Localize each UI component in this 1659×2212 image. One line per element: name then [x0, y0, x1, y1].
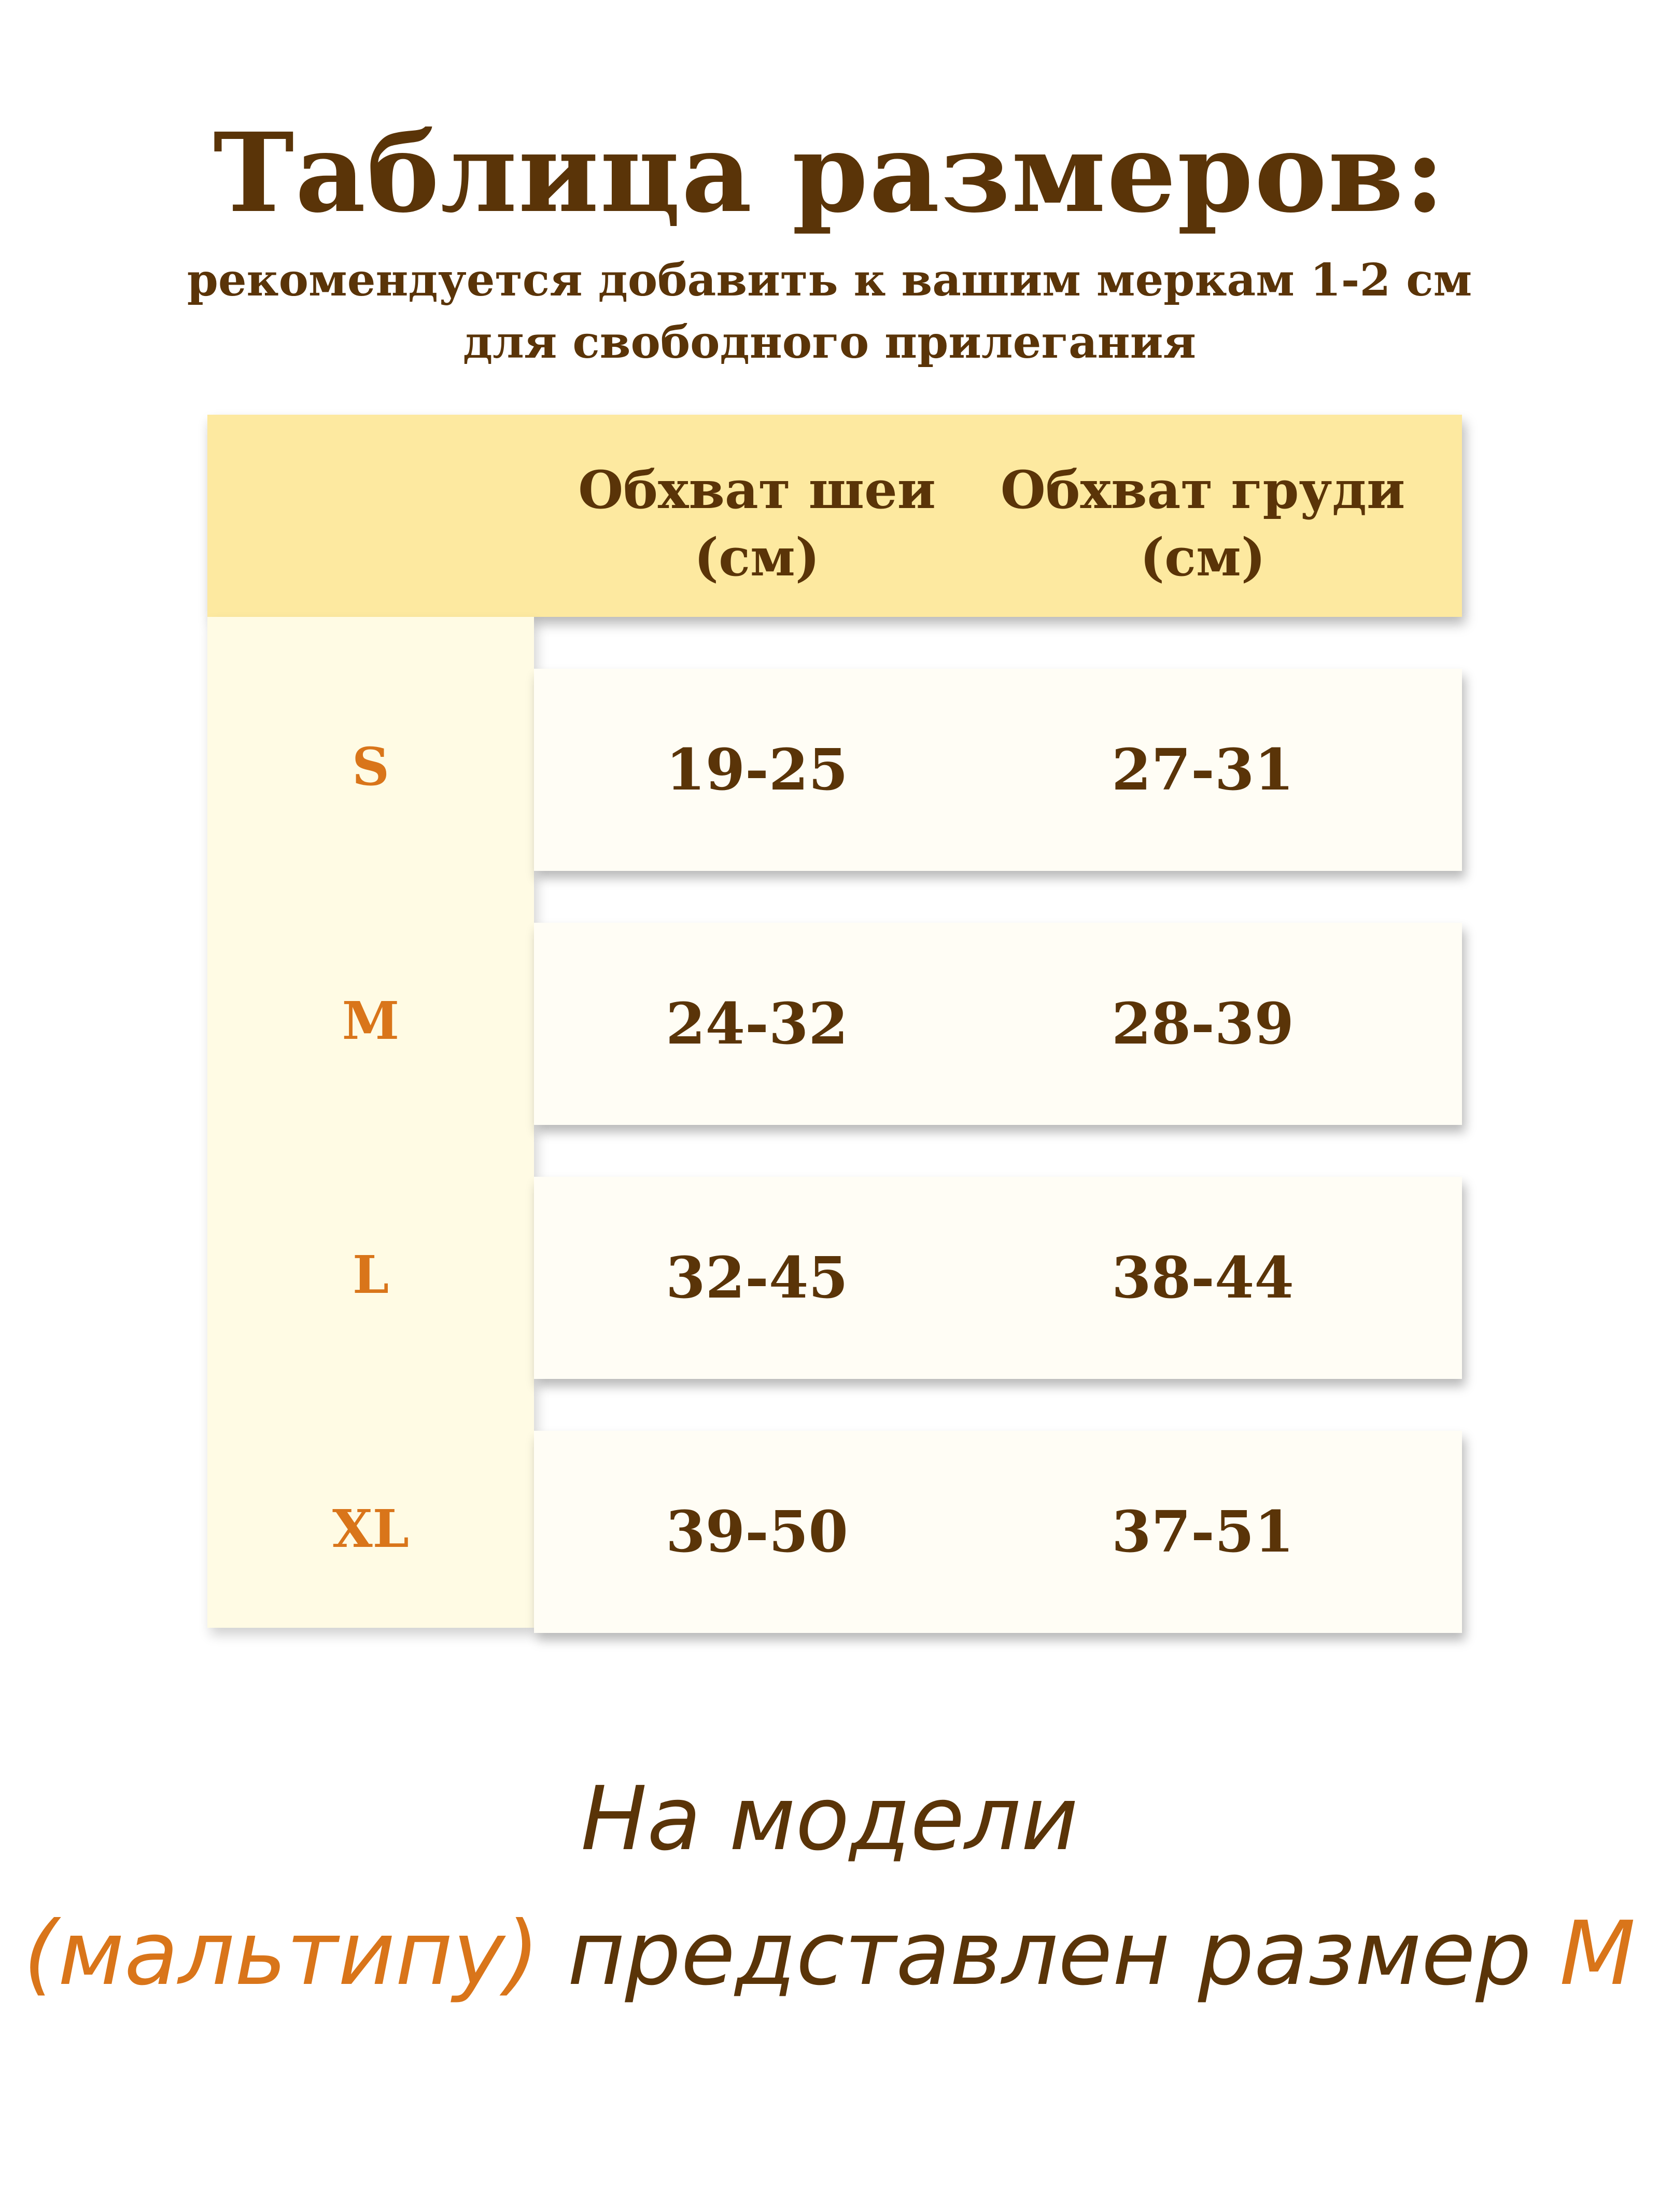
subtitle-line-1: рекомендуется добавить к вашим меркам 1-2 см: [187, 254, 1472, 306]
footer-size: М: [1559, 1903, 1636, 2005]
header-chest: [975, 456, 1431, 591]
page-title: Таблица размеров:: [213, 109, 1446, 237]
chest-value: 27-31: [1112, 736, 1294, 803]
neck-value: 39-50: [666, 1498, 848, 1565]
neck-value: 24-32: [666, 990, 848, 1057]
size-label-l: L: [352, 1244, 389, 1305]
size-label-s: S: [352, 736, 390, 797]
footer-breed: (мальтипу): [23, 1903, 540, 2005]
footer-text: представлен размер: [539, 1903, 1560, 2005]
header-neck: [529, 456, 985, 591]
header-neck-unit: (см): [694, 527, 820, 588]
footer-line-2: [0, 1903, 1659, 2005]
header-chest-label: Обхват груди: [1000, 459, 1405, 520]
size-label-xl: XL: [332, 1498, 409, 1559]
header-chest-unit: (см): [1140, 527, 1266, 588]
chest-value: 37-51: [1112, 1498, 1294, 1565]
subtitle-line-2: для свободного прилегания: [462, 316, 1197, 369]
chest-value: 28-39: [1112, 990, 1294, 1057]
neck-value: 32-45: [666, 1244, 848, 1311]
chest-value: 38-44: [1112, 1244, 1294, 1311]
table-header: [207, 415, 1462, 617]
size-label-m: M: [342, 990, 400, 1051]
header-neck-label: Обхват шеи: [578, 459, 936, 520]
neck-value: 19-25: [666, 736, 848, 803]
footer-line-1: На модели: [581, 1768, 1078, 1870]
